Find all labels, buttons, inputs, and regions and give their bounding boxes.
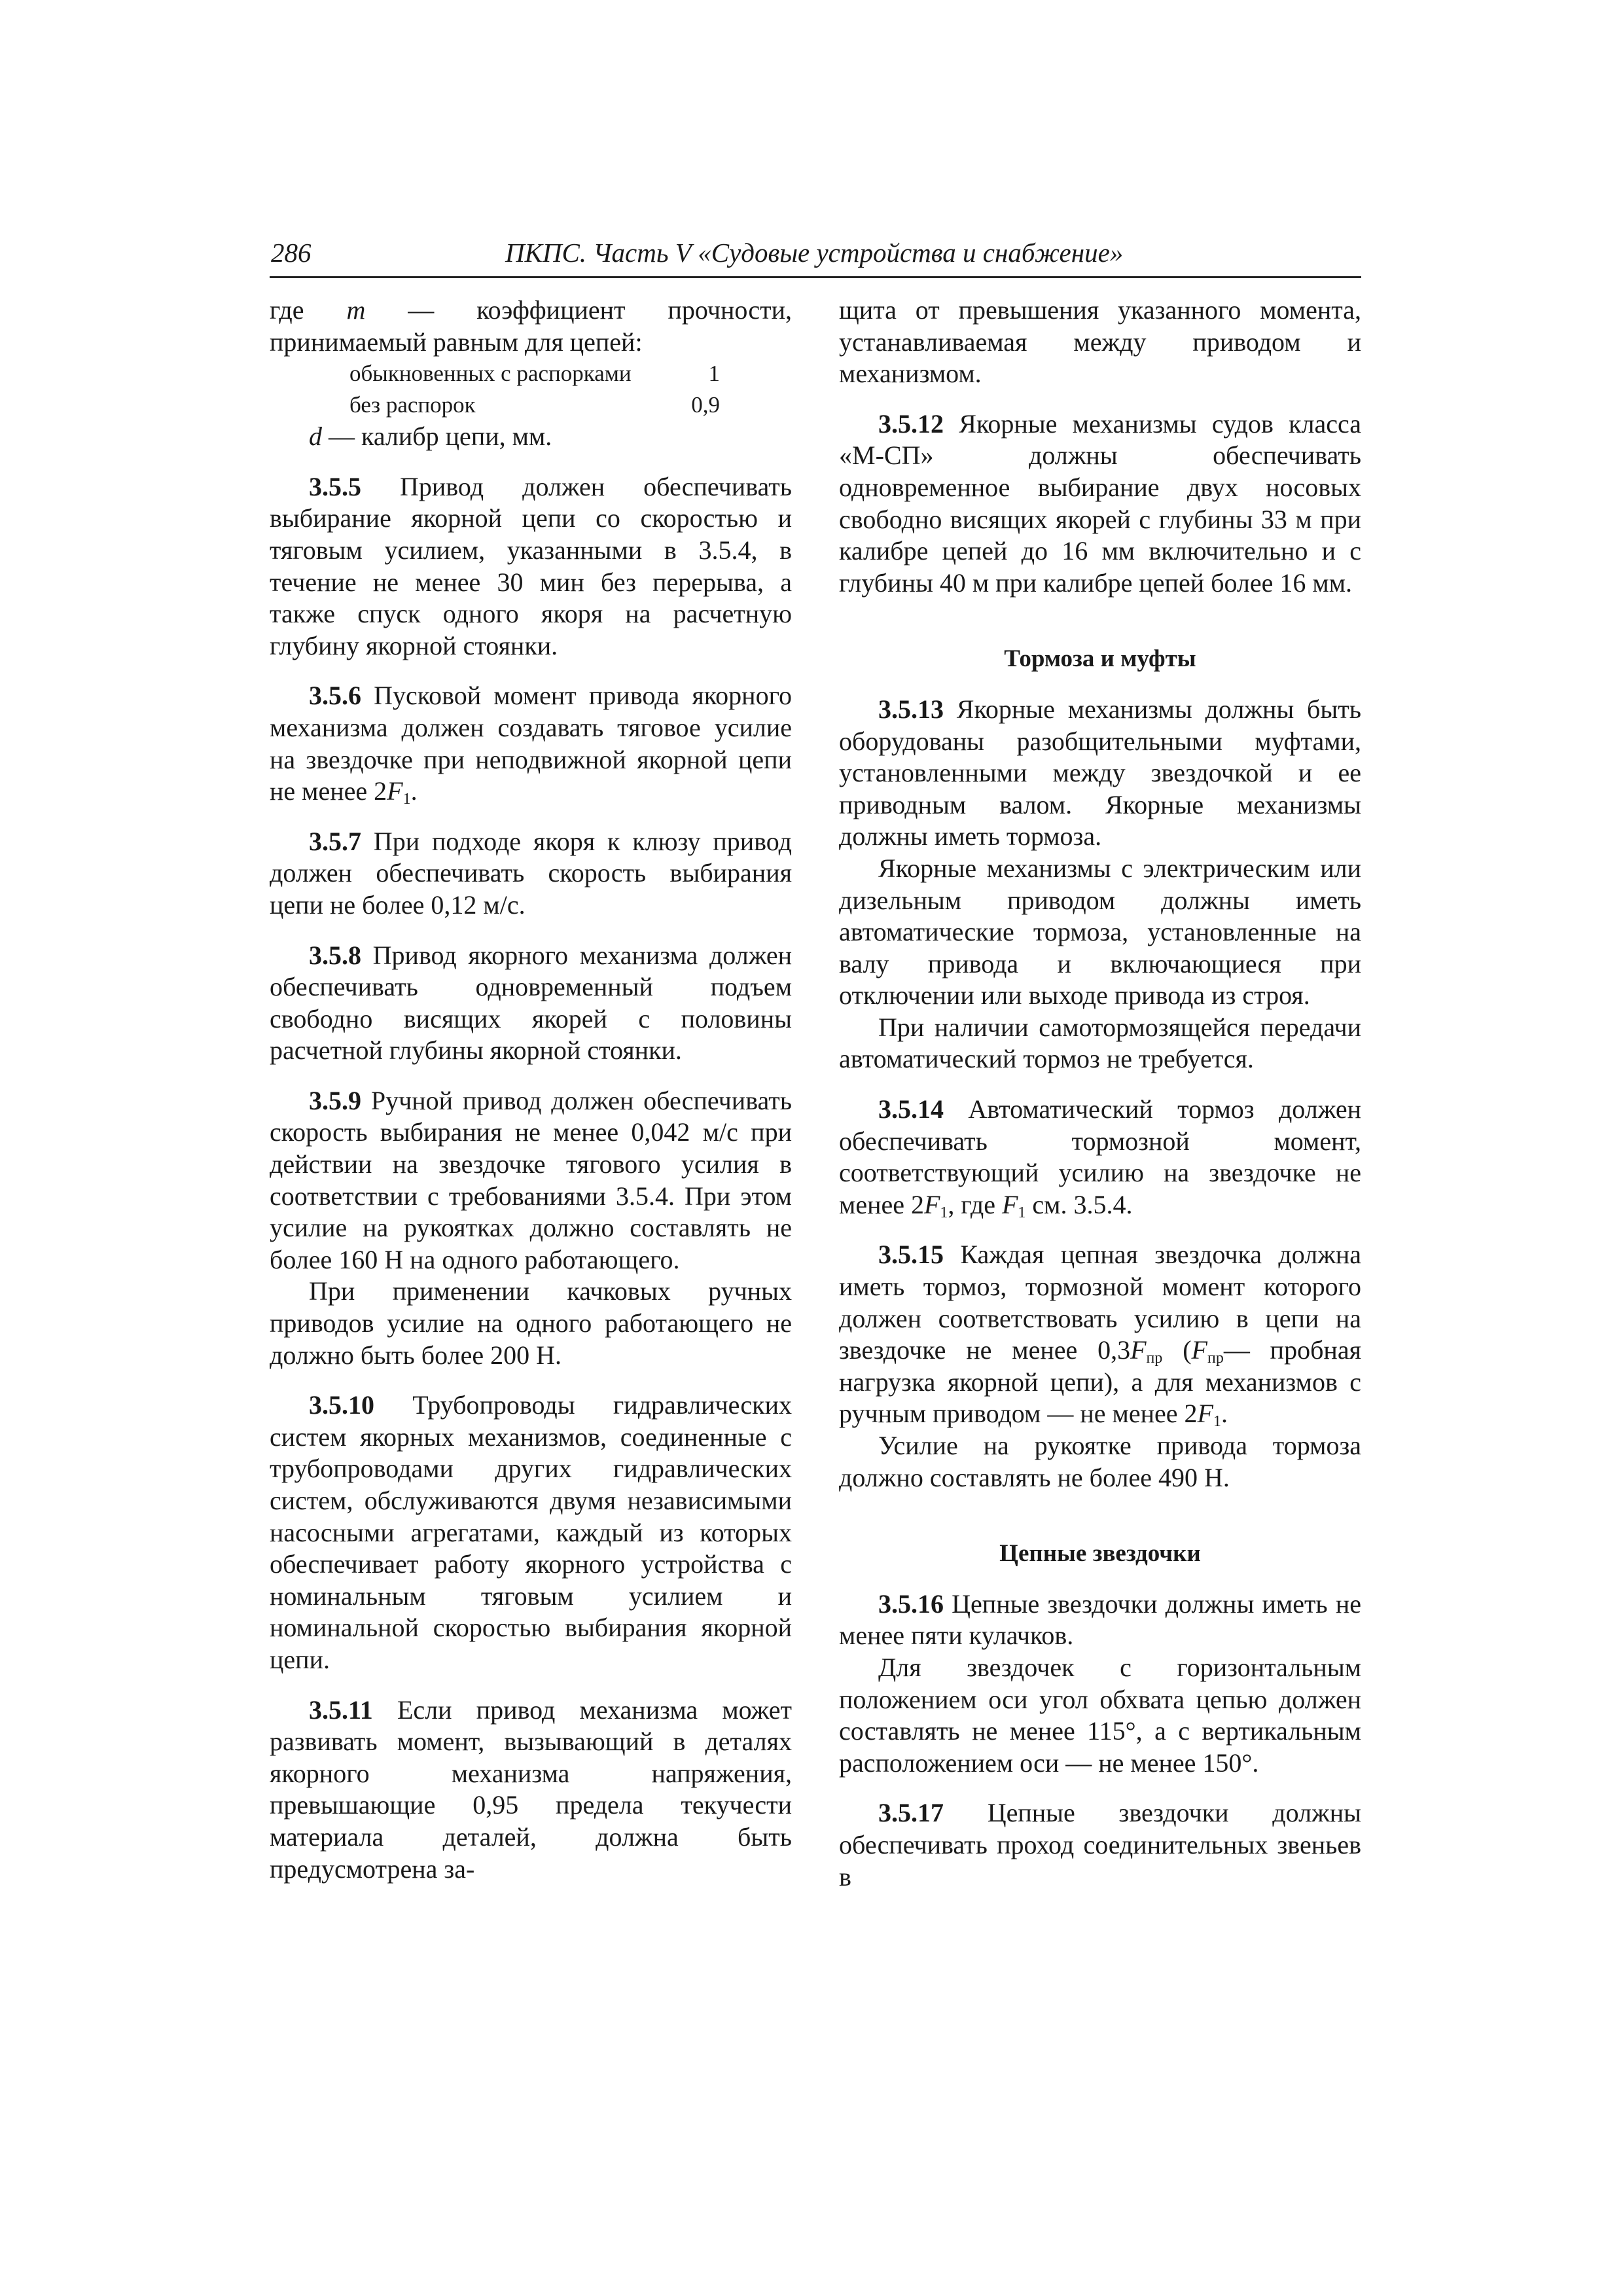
section-3-5-16: 3.5.16 Цепные звездочки должны иметь не менее пяти кулачков. <box>839 1588 1361 1651</box>
section-3-5-16-paragraph-2: Для звездочек с горизонтальным положением оси угол обхвата цепью должен составлять не менее 115°, а с вертикальным расположением оси — не менее 150°. <box>839 1652 1361 1778</box>
section-3-5-7: 3.5.7 При подходе якоря к клюзу привод должен обеспечивать скорость выбирания цепи не более 0,12 м/с. <box>270 826 792 920</box>
section-3-5-10: 3.5.10 Трубопроводы гидравлических систем якорных механизмов, соединенные с трубопроводами других гидравлических систем, обслуживаются двумя независимыми насосными агрегатами, каждый из которых обеспечивает работу якорного устройства с номинальным тяговым усилием и номинальной скоростью выбирания якорной цепи. <box>270 1390 792 1674</box>
section-3-5-15: 3.5.15 Каждая цепная звездочка должна иметь тормоз, тормозной момент которого должен соответствовать усилию в цепи на звездочке не менее $0,3F_{пр}$ ($F_{пр}—$ пробная нагрузка якорной цепи), а для механизмов с ручным приводом — не менее $2F_1$. <box>839 1240 1361 1431</box>
section-3-5-17: 3.5.17 Цепные звездочки должны обеспечивать проход соединительных звеньев в <box>839 1798 1361 1892</box>
section-heading-sprockets: Цепные звездочки <box>999 1540 1201 1568</box>
section-3-5-12: 3.5.12 Якорные механизмы судов класса «М-СП» должны обеспечивать одновременное выбирание двух носовых свободно висящих якорей с глубины 33 м при калибре цепей до 16 мм включительно и с глубины 40 м при калибре цепей более 16 мм. <box>839 408 1361 598</box>
section-heading-brakes: Тормоза и муфты <box>1004 645 1196 673</box>
page-header <box>270 230 1361 278</box>
right-column <box>839 295 1361 1893</box>
section-3-5-14: 3.5.14 Автоматический тормоз должен обеспечивать тормозной момент, соответствующий усилию на звездочке не менее $2F_1$, где $F_1$ см. 3.5.4. <box>839 1094 1361 1221</box>
caliber-definition: d — калибр цепи, мм. <box>309 422 552 452</box>
section-3-5-11-continued: щита от превышения указанного момента, устанавливаемая между приводом и механизмом. <box>839 295 1361 389</box>
coefficient-definition: где m — коэффициент прочности, принимаемый равным для цепей: <box>270 295 792 357</box>
section-3-5-9: 3.5.9 Ручной привод должен обеспечивать скорость выбирания не менее 0,042 м/с при действии на звездочке тягового усилия в соответствии с требованиями 3.5.4. При этом усилие на рукоятках должно составлять не более 160 Н на одного работающего. <box>270 1085 792 1274</box>
section-3-5-13-paragraph-3: При наличии самотормозящейся передачи автоматический тормоз не требуется. <box>839 1012 1361 1074</box>
section-3-5-13-paragraph-2: Якорные механизмы с электрическим или дизельным приводом должны иметь автоматические тормоза, установленные на валу привода и включающиеся при отключении или выходе привода из строя. <box>839 853 1361 1011</box>
section-3-5-13: 3.5.13 Якорные механизмы должны быть оборудованы разобщительными муфтами, установленными между звездочкой и ее приводным валом. Якорные механизмы должны иметь тормоза. <box>839 694 1361 852</box>
page-number: 286 <box>271 238 312 268</box>
section-3-5-9-paragraph-2: При применении качковых ручных приводов усилие на одного работающего не должно быть более 200 Н. <box>270 1276 792 1370</box>
left-column <box>270 295 792 1885</box>
section-3-5-6: 3.5.6 Пусковой момент привода якорного механизма должен создавать тяговое усилие на звездочке при неподвижной якорной цепи не менее $2F_1$. <box>270 681 792 808</box>
list-item: обыкновенных с распорками 1 <box>349 361 720 387</box>
section-3-5-15-paragraph-2: Усилие на рукоятке привода тормоза должно составлять не более 490 Н. <box>839 1431 1361 1492</box>
section-3-5-8: 3.5.8 Привод якорного механизма должен обеспечивать одновременный подъем свободно висящих якорей с половины расчетной глубины якорной стоянки. <box>270 940 792 1066</box>
section-3-5-5: 3.5.5 Привод должен обеспечивать выбирание якорной цепи со скоростью и тяговым усилием, указанными в 3.5.4, в течение не менее 30 мин без перерыва, а также спуск одного якоря на расчетную глубину якорной стоянки. <box>270 471 792 660</box>
list-item: без распорок 0,9 <box>349 392 720 418</box>
running-title: ПКПС. Часть V «Судовые устройства и снабжение» <box>505 238 1124 268</box>
section-3-5-11: 3.5.11 Если привод механизма может развивать момент, вызывающий в деталях якорного механизма напряжения, превышающие 0,95 предела текучести материала деталей, должна быть предусмотрена за- <box>270 1695 792 1884</box>
